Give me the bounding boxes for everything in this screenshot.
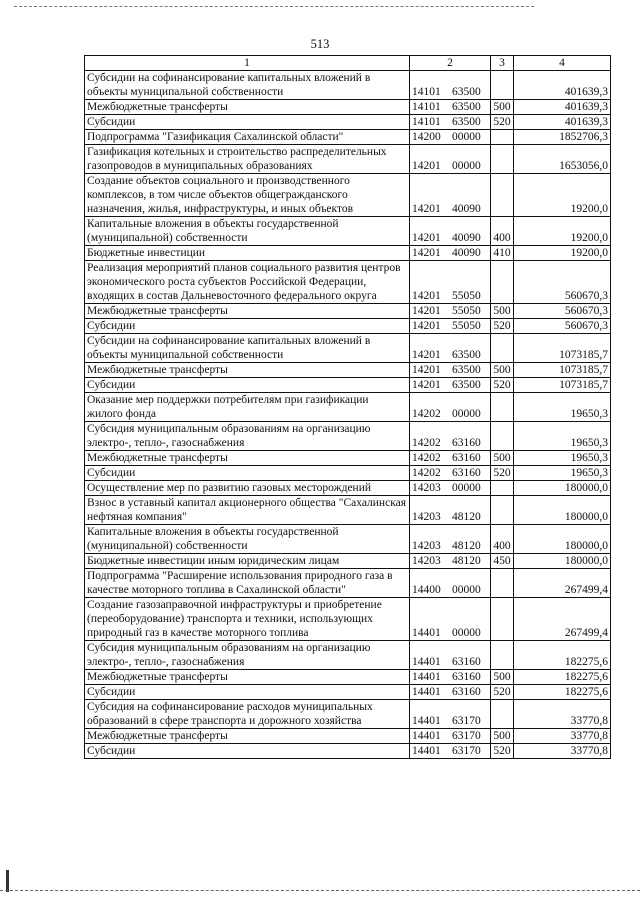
table-row <box>85 174 611 217</box>
row-name-cell: Субсидия на софинансирование расходов муниципальных образований в сфере транспорта и дорожного хозяйства <box>85 700 410 729</box>
row-code-program: 14201 <box>412 232 441 244</box>
row-expense-type-cell <box>491 174 514 217</box>
row-sum-cell: 180000,0 <box>514 554 611 569</box>
row-expense-type-cell <box>491 496 514 525</box>
row-code-program: 14203 <box>412 555 441 567</box>
row-sum-cell: 33770,8 <box>514 729 611 744</box>
column-header-2: 2 <box>410 56 491 71</box>
row-code-program: 14203 <box>412 540 441 552</box>
row-sum-cell: 267499,4 <box>514 569 611 598</box>
row-expense-type-cell <box>491 130 514 145</box>
table-row <box>85 319 611 334</box>
row-expense-type-cell <box>491 641 514 670</box>
row-name-cell: Капитальные вложения в объекты государственной (муниципальной) собственности <box>85 217 410 246</box>
row-name-cell: Межбюджетные трансферты <box>85 451 410 466</box>
row-code-program: 14201 <box>412 349 441 361</box>
row-name-cell: Взнос в уставный капитал акционерного общества "Сахалинская нефтяная компания" <box>85 496 410 525</box>
row-expense-type-cell <box>491 145 514 174</box>
row-code-program: 14201 <box>412 364 441 376</box>
row-name-cell: Межбюджетные трансферты <box>85 304 410 319</box>
row-code-program: 14401 <box>412 671 441 683</box>
row-code-program: 14400 <box>412 584 441 596</box>
row-code-direction: 63170 <box>452 715 481 727</box>
row-expense-type-cell: 410 <box>491 246 514 261</box>
row-code-direction: 63160 <box>452 437 481 449</box>
row-code-program: 14202 <box>412 437 441 449</box>
row-code-direction: 63500 <box>452 116 481 128</box>
row-sum-cell: 560670,3 <box>514 261 611 304</box>
row-code-program: 14201 <box>412 203 441 215</box>
row-code-direction: 63500 <box>452 364 481 376</box>
row-code-cell <box>410 496 491 525</box>
table-row <box>85 145 611 174</box>
row-name-cell: Межбюджетные трансферты <box>85 363 410 378</box>
row-expense-type-cell: 500 <box>491 670 514 685</box>
row-code-program: 14201 <box>412 247 441 259</box>
row-sum-cell: 267499,4 <box>514 598 611 641</box>
row-expense-type-cell: 500 <box>491 363 514 378</box>
row-name-cell: Межбюджетные трансферты <box>85 100 410 115</box>
row-expense-type-cell <box>491 481 514 496</box>
row-code-cell <box>410 319 491 334</box>
row-name-cell: Субсидии на софинансирование капитальных вложений в объекты муниципальной собственности <box>85 334 410 363</box>
row-code-cell <box>410 115 491 130</box>
row-code-direction: 55050 <box>452 305 481 317</box>
table-row <box>85 569 611 598</box>
row-code-program: 14401 <box>412 715 441 727</box>
table-row <box>85 670 611 685</box>
row-code-cell <box>410 525 491 554</box>
row-sum-cell: 1653056,0 <box>514 145 611 174</box>
row-name-cell: Газификация котельных и строительство распределительных газопроводов в муниципальных образованиях <box>85 145 410 174</box>
row-sum-cell: 19650,3 <box>514 422 611 451</box>
row-expense-type-cell <box>491 71 514 100</box>
row-code-program: 14201 <box>412 379 441 391</box>
row-expense-type-cell: 500 <box>491 729 514 744</box>
row-expense-type-cell: 500 <box>491 100 514 115</box>
row-code-direction: 48120 <box>452 511 481 523</box>
table-row <box>85 554 611 569</box>
table-row <box>85 525 611 554</box>
row-name-cell: Бюджетные инвестиции иным юридическим лицам <box>85 554 410 569</box>
row-code-program: 14101 <box>412 86 441 98</box>
row-name-cell: Капитальные вложения в объекты государственной (муниципальной) собственности <box>85 525 410 554</box>
row-name-cell: Субсидии <box>85 744 410 759</box>
row-sum-cell: 182275,6 <box>514 641 611 670</box>
row-expense-type-cell: 500 <box>491 304 514 319</box>
table-row <box>85 71 611 100</box>
row-code-cell <box>410 670 491 685</box>
row-code-cell <box>410 641 491 670</box>
row-code-direction: 63500 <box>452 86 481 98</box>
row-code-direction: 55050 <box>452 290 481 302</box>
table-row <box>85 217 611 246</box>
row-code-direction: 40090 <box>452 232 481 244</box>
row-code-program: 14200 <box>412 131 441 143</box>
row-expense-type-cell: 520 <box>491 378 514 393</box>
row-code-cell <box>410 729 491 744</box>
row-code-direction: 63160 <box>452 452 481 464</box>
row-code-cell <box>410 481 491 496</box>
row-sum-cell: 33770,8 <box>514 700 611 729</box>
row-name-cell: Субсидии <box>85 378 410 393</box>
row-code-program: 14401 <box>412 627 441 639</box>
table-row <box>85 700 611 729</box>
row-sum-cell: 401639,3 <box>514 71 611 100</box>
row-code-cell <box>410 451 491 466</box>
row-code-program: 14201 <box>412 290 441 302</box>
row-code-direction: 63170 <box>452 730 481 742</box>
row-expense-type-cell <box>491 700 514 729</box>
table-row <box>85 729 611 744</box>
row-code-cell <box>410 217 491 246</box>
row-expense-type-cell: 450 <box>491 554 514 569</box>
row-code-cell <box>410 744 491 759</box>
row-sum-cell: 19650,3 <box>514 393 611 422</box>
table-row <box>85 130 611 145</box>
row-code-program: 14201 <box>412 160 441 172</box>
row-name-cell: Подпрограмма "Газификация Сахалинской области" <box>85 130 410 145</box>
row-code-cell <box>410 100 491 115</box>
row-sum-cell: 19200,0 <box>514 174 611 217</box>
row-sum-cell: 1073185,7 <box>514 378 611 393</box>
row-expense-type-cell: 520 <box>491 685 514 700</box>
row-code-cell <box>410 261 491 304</box>
row-code-program: 14101 <box>412 116 441 128</box>
row-name-cell: Бюджетные инвестиции <box>85 246 410 261</box>
table-row <box>85 100 611 115</box>
row-sum-cell: 401639,3 <box>514 115 611 130</box>
row-sum-cell: 19650,3 <box>514 451 611 466</box>
row-code-cell <box>410 378 491 393</box>
row-sum-cell: 19200,0 <box>514 217 611 246</box>
row-sum-cell: 180000,0 <box>514 481 611 496</box>
row-code-program: 14201 <box>412 305 441 317</box>
row-sum-cell: 1073185,7 <box>514 334 611 363</box>
row-code-direction: 63160 <box>452 686 481 698</box>
table-row <box>85 378 611 393</box>
row-code-cell <box>410 130 491 145</box>
table-row <box>85 496 611 525</box>
row-code-cell <box>410 334 491 363</box>
row-sum-cell: 182275,6 <box>514 670 611 685</box>
row-code-cell <box>410 145 491 174</box>
table-row <box>85 393 611 422</box>
row-name-cell: Создание газозаправочной инфраструктуры и приобретение (переоборудование) транспорта и техники, использующих природный газ в качестве моторного топлива <box>85 598 410 641</box>
row-code-cell <box>410 422 491 451</box>
row-code-program: 14202 <box>412 408 441 420</box>
row-code-cell <box>410 700 491 729</box>
table-row <box>85 744 611 759</box>
row-expense-type-cell <box>491 598 514 641</box>
row-name-cell: Межбюджетные трансферты <box>85 729 410 744</box>
row-sum-cell: 19650,3 <box>514 466 611 481</box>
row-expense-type-cell: 520 <box>491 744 514 759</box>
table-row <box>85 246 611 261</box>
row-sum-cell: 19200,0 <box>514 246 611 261</box>
table-row <box>85 685 611 700</box>
table-row <box>85 451 611 466</box>
row-sum-cell: 560670,3 <box>514 319 611 334</box>
row-code-cell <box>410 685 491 700</box>
row-code-direction: 00000 <box>452 160 481 172</box>
row-name-cell: Подпрограмма "Расширение использования природного газа в качестве моторного топлива в Сахалинской области" <box>85 569 410 598</box>
row-code-direction: 00000 <box>452 408 481 420</box>
row-expense-type-cell <box>491 422 514 451</box>
row-name-cell: Субсидия муниципальным образованиям на организацию электро-, тепло-, газоснабжения <box>85 422 410 451</box>
row-code-program: 14202 <box>412 452 441 464</box>
table-header-row <box>85 56 611 71</box>
row-sum-cell: 560670,3 <box>514 304 611 319</box>
row-expense-type-cell <box>491 569 514 598</box>
table-row <box>85 481 611 496</box>
row-code-direction: 63500 <box>452 349 481 361</box>
row-code-program: 14101 <box>412 101 441 113</box>
row-expense-type-cell <box>491 334 514 363</box>
row-code-cell <box>410 569 491 598</box>
table-row <box>85 334 611 363</box>
table-row <box>85 304 611 319</box>
table-row <box>85 261 611 304</box>
budget-table <box>84 55 611 759</box>
table-row <box>85 422 611 451</box>
table-row <box>85 466 611 481</box>
row-code-direction: 00000 <box>452 131 481 143</box>
row-sum-cell: 1852706,3 <box>514 130 611 145</box>
row-code-cell <box>410 554 491 569</box>
row-sum-cell: 182275,6 <box>514 685 611 700</box>
scan-artifact-top <box>14 6 534 7</box>
row-code-cell <box>410 246 491 261</box>
row-expense-type-cell: 400 <box>491 217 514 246</box>
row-code-cell <box>410 174 491 217</box>
row-expense-type-cell: 520 <box>491 319 514 334</box>
row-code-direction: 00000 <box>452 627 481 639</box>
row-expense-type-cell <box>491 261 514 304</box>
row-name-cell: Осуществление мер по развитию газовых месторождений <box>85 481 410 496</box>
row-sum-cell: 180000,0 <box>514 496 611 525</box>
table-row <box>85 598 611 641</box>
row-code-cell <box>410 393 491 422</box>
row-code-direction: 63500 <box>452 101 481 113</box>
row-expense-type-cell: 520 <box>491 466 514 481</box>
row-code-program: 14201 <box>412 320 441 332</box>
row-name-cell: Субсидии <box>85 685 410 700</box>
row-code-cell <box>410 466 491 481</box>
row-code-direction: 00000 <box>452 584 481 596</box>
page-number: 513 <box>310 37 330 51</box>
row-code-program: 14401 <box>412 745 441 757</box>
column-header-4: 4 <box>514 56 611 71</box>
table-row <box>85 363 611 378</box>
row-sum-cell: 33770,8 <box>514 744 611 759</box>
row-code-direction: 63160 <box>452 671 481 683</box>
row-code-direction: 63170 <box>452 745 481 757</box>
row-sum-cell: 1073185,7 <box>514 363 611 378</box>
row-sum-cell: 401639,3 <box>514 100 611 115</box>
row-code-cell <box>410 363 491 378</box>
row-code-cell <box>410 71 491 100</box>
row-name-cell: Межбюджетные трансферты <box>85 670 410 685</box>
row-expense-type-cell: 400 <box>491 525 514 554</box>
row-code-program: 14401 <box>412 730 441 742</box>
row-expense-type-cell: 500 <box>491 451 514 466</box>
row-name-cell: Создание объектов социального и производственного комплексов, в том числе объектов общегражданского назначения, жилья, инфраструктуры, и иных объектов <box>85 174 410 217</box>
row-code-direction: 00000 <box>452 482 481 494</box>
row-expense-type-cell: 520 <box>491 115 514 130</box>
row-code-direction: 63160 <box>452 656 481 668</box>
row-name-cell: Субсидия муниципальным образованиям на организацию электро-, тепло-, газоснабжения <box>85 641 410 670</box>
row-code-direction: 40090 <box>452 247 481 259</box>
row-expense-type-cell <box>491 393 514 422</box>
scan-artifact-bottom <box>0 890 640 891</box>
row-code-program: 14202 <box>412 467 441 479</box>
column-header-3: 3 <box>491 56 514 71</box>
row-code-direction: 63160 <box>452 467 481 479</box>
row-code-cell <box>410 304 491 319</box>
row-name-cell: Субсидии на софинансирование капитальных вложений в объекты муниципальной собственности <box>85 71 410 100</box>
row-code-direction: 55050 <box>452 320 481 332</box>
row-code-program: 14203 <box>412 511 441 523</box>
table-row <box>85 641 611 670</box>
row-code-program: 14401 <box>412 656 441 668</box>
row-name-cell: Оказание мер поддержки потребителям при газификации жилого фонда <box>85 393 410 422</box>
row-code-direction: 48120 <box>452 540 481 552</box>
row-sum-cell: 180000,0 <box>514 525 611 554</box>
row-code-direction: 40090 <box>452 203 481 215</box>
scan-artifact-edge <box>6 870 9 892</box>
column-header-1: 1 <box>85 56 410 71</box>
row-code-direction: 63500 <box>452 379 481 391</box>
row-code-direction: 48120 <box>452 555 481 567</box>
row-name-cell: Субсидии <box>85 319 410 334</box>
table-row <box>85 115 611 130</box>
row-code-cell <box>410 598 491 641</box>
row-name-cell: Субсидии <box>85 115 410 130</box>
row-code-program: 14203 <box>412 482 441 494</box>
row-code-program: 14401 <box>412 686 441 698</box>
row-name-cell: Субсидии <box>85 466 410 481</box>
row-name-cell: Реализация мероприятий планов социального развития центров экономического роста субъектов Российской Федерации, входящих в состав Дальневосточного федерального округа <box>85 261 410 304</box>
